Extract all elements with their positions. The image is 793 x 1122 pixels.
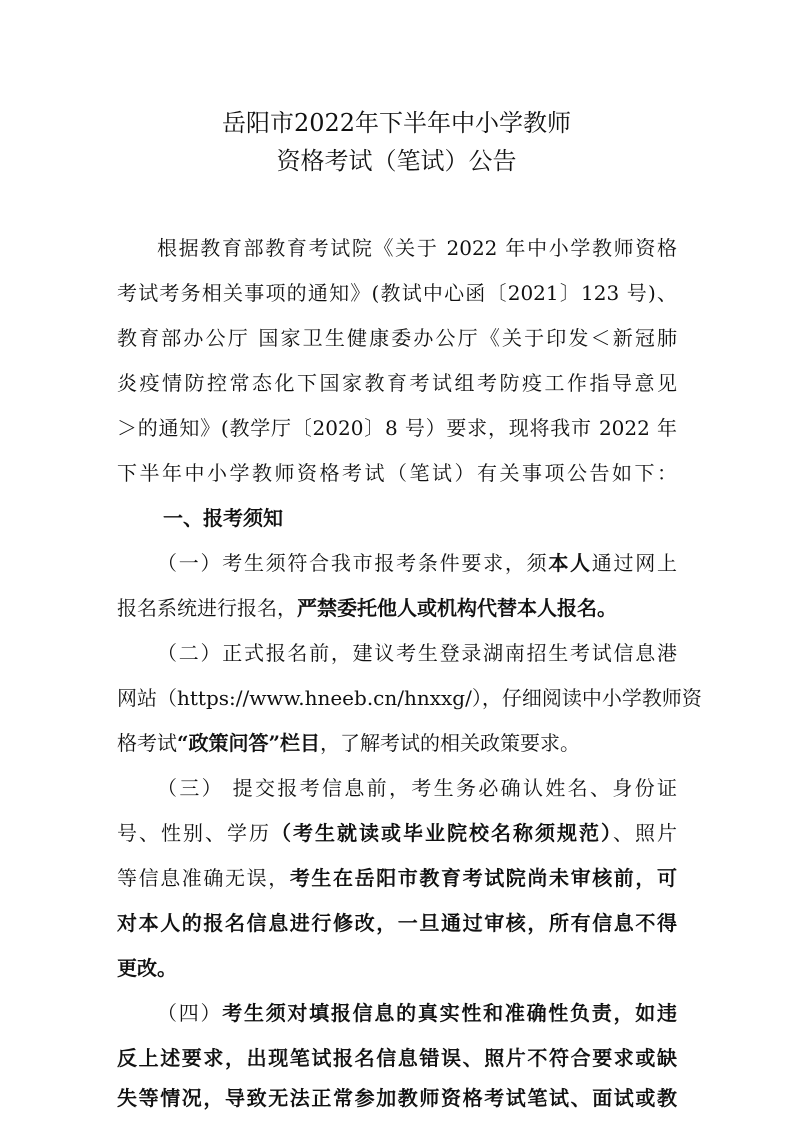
p1-text: 通过网上 [591,551,678,575]
p2-line-1: （二）正式报名前，建议考生登录湖南招生考试信息港 [157,641,677,665]
p2-text: 格考试 [117,731,177,755]
p1-bold-warning: 严禁委托他人或机构代替本人报名。 [297,596,617,620]
p4-line-2: 反上述要求，出现笔试报名信息错误、照片不符合要求或缺 [117,1046,677,1070]
p3-line-4: 对本人的报名信息进行修改，一旦通过审核，所有信息不得 [117,911,677,935]
intro-line-3: 教育部办公厅 国家卫生健康委办公厅《关于印发＜新冠肺 [117,326,677,350]
p2-bold-column: “政策问答”栏目 [177,731,321,755]
p4-line-3: 失等情况，导致无法正常参加教师资格考试笔试、面试或教 [117,1086,677,1110]
intro-line-2: 考试考务相关事项的通知》(教试中心函〔2021〕123 号)、 [117,281,677,305]
section-heading: 一、报考须知 [163,506,283,530]
p3-bold-review: 考生在岳阳市教育考试院尚未审核前，可 [289,866,678,890]
p4-text: （四） [157,1001,223,1025]
intro-line-1: 根据教育部教育考试院《关于 2022 年中小学教师资格 [157,236,677,260]
p2-line-2: 网站（https://www.hneeb.cn/hnxxg/），仔细阅读中小学教师资 [117,686,702,710]
p1-text: （一）考生须符合我市报考条件要求，须 [157,551,549,575]
p3-line-3 [117,860,677,896]
p1-bold-self: 本人 [548,551,592,575]
intro-line-6: 下半年中小学教师资格考试（笔试）有关事项公告如下： [117,461,677,485]
p2-line-3 [117,725,677,761]
p3-line-1: （三） 提交报考信息前，考生务必确认姓名、身份证 [157,776,677,800]
p1-line-1 [157,545,677,581]
p1-text: 报名系统进行报名， [117,596,297,620]
p4-bold-responsibility: 考生须对填报信息的真实性和准确性负责，如违 [222,1001,678,1025]
document-title-line-1: 岳阳市2022年下半年中小学教师 [221,109,572,137]
intro-line-4: 炎疫情防控常态化下国家教育考试组考防疫工作指导意见 [117,371,677,395]
p3-text: 等信息准确无误， [117,866,290,890]
p3-bold-school: （考生就读或毕业院校名称须规范） [271,821,613,845]
p4-line-1 [157,995,677,1031]
p3-line-5: 更改。 [117,956,177,980]
document-title-line-2: 资格考试（笔试）公告 [276,147,517,175]
p3-line-2 [117,815,677,851]
p2-text: ，了解考试的相关政策要求。 [320,731,581,755]
p3-text: 、照片 [613,821,677,845]
p1-line-2 [117,590,677,626]
intro-line-5: ＞的通知》(教学厅〔2020〕8 号）要求，现将我市 2022 年 [117,416,677,440]
p3-text: 号、性别、学历 [117,821,271,845]
